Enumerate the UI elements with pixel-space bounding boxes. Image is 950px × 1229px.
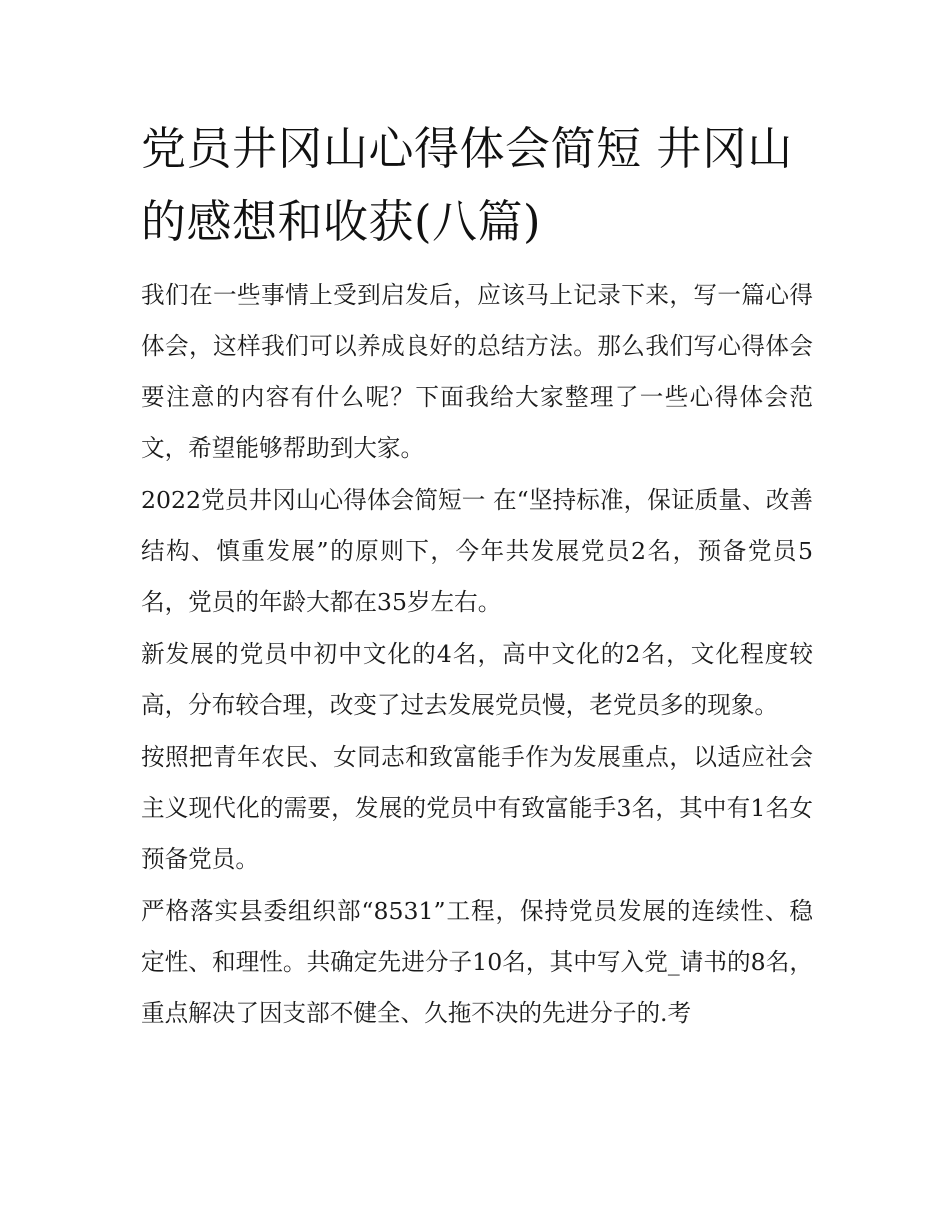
paragraph-intro: 我们在一些事情上受到启发后，应该马上记录下来，写一篇心得体会，这样我们可以养成良好的总结方法。那么我们写心得体会要注意的内容有什么呢？下面我给大家整理了一些心得体会范文，希望能够帮助到大家。 [141,281,813,462]
paragraph-2: 新发展的党员中初中文化的4名，高中文化的2名，文化程度较高，分布较合理，改变了过去发展党员慢，老党员多的现象。 [141,640,813,719]
paragraph-4: 严格落实县委组织部“8531”工程，保持党员发展的连续性、稳定性、和理性。共确定先进分子10名，其中写入党_请书的8名，重点解决了因支部不健全、久拖不决的先进分子的.考 [141,897,813,1027]
paragraph-3: 按照把青年农民、女同志和致富能手作为发展重点，以适应社会主义现代化的需要，发展的党员中有致富能手3名，其中有1名女预备党员。 [141,743,813,873]
document-title: 党员井冈山心得体会简短 井冈山的感想和收获(八篇) [141,122,793,248]
paragraph-1: 2022党员井冈山心得体会简短一 在“坚持标准，保证质量、改善结构、慎重发展”的原则下，今年共发展党员2名，预备党员5名，党员的年龄大都在35岁左右。 [141,486,813,616]
document-body [141,112,813,1040]
